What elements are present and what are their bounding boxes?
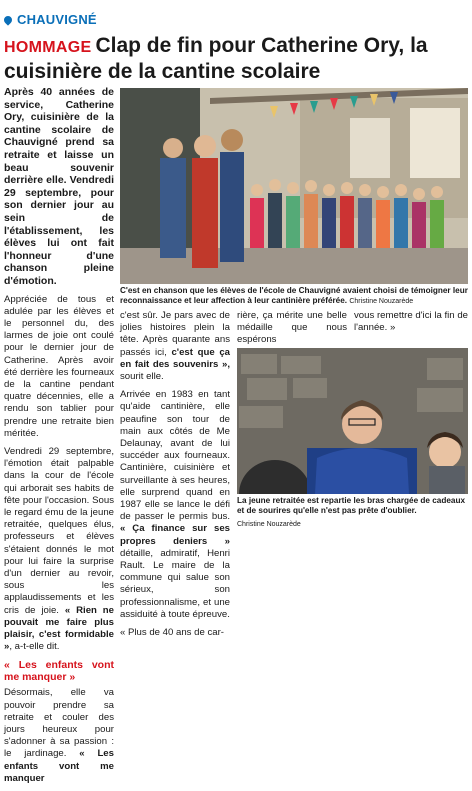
article-column-1 — [4, 86, 114, 791]
article-column-2 — [120, 310, 230, 645]
photo-credit-line — [237, 519, 468, 530]
caption-text: C'est en chanson que les élèves de l'école de Chauvigné avaient choisi de témoigner leur reconnaissance et leur affection à leur cantinière préférée. — [120, 286, 468, 305]
paragraph-text: sourit elle. — [120, 371, 164, 383]
paragraph-text: Appréciée de tous et adulée par les élèves et le personnel du, des larmes de joie ont coulé pour le dernier jour de Catherine. Après avoir été derrière les fourneaux de la cantine pendant quatre décennies, elle a rendu son tablier pour prendre une retraite bien méritée. — [4, 293, 114, 439]
article-column-3 — [237, 310, 347, 353]
paragraph — [354, 310, 468, 334]
kicker: HOMMAGE — [4, 39, 92, 56]
photo-caption — [120, 286, 468, 307]
quote: c'est que ça en fait des souvenirs », — [120, 346, 231, 370]
photo-children-singing-image — [120, 88, 468, 284]
photo-credit: Christine Nouzarède — [349, 298, 414, 305]
photo-retiree — [237, 348, 468, 494]
location-text: CHAUVIGNÉ — [17, 12, 97, 27]
location-label — [4, 12, 97, 27]
headline-text: Clap de fin pour Catherine Ory, la cuisinière de la cantine scolaire — [4, 34, 428, 83]
lead-paragraph: Après 40 années de service, Catherine Ory, cuisinière de la cantine scolaire de Chauvigné prend sa retraite et laisse un beau souvenir derrière elle. Vendredi 29 septembre, pour son dernier jour au sein de l'établissement, les élèves lui ont fait l'honneur d'une chanson pleine d'émotion. — [4, 86, 114, 287]
paragraph-text: Arrivée en 1983 en tant qu'aide cantinière, elle peaufine son tour de main aux côtés de Me Delaunay, avant de lui succéder aux fourneaux. Cantinière, cuisinière et surveillante à ses heures, elle surprend quand en 1987 elle se lance le défi de passer le permis bus. — [120, 389, 230, 523]
photo-credit: Christine Nouzarède — [237, 521, 301, 528]
photo-retiree-image — [237, 348, 468, 494]
paragraph-text: vous remettre d'ici la fin de l'année. » — [354, 310, 468, 334]
article-column-4 — [354, 310, 468, 340]
paragraph — [4, 294, 114, 440]
paragraph — [237, 310, 347, 347]
paragraph — [4, 687, 114, 785]
paragraph-text: , a-t-elle dit. — [9, 641, 60, 653]
quote: « Ça finance sur ses propres deniers » — [120, 523, 230, 547]
paragraph — [4, 446, 114, 653]
paragraph-text: rière, ça mérite une belle médaille que nous espérons — [237, 310, 347, 346]
photo-children-singing — [120, 88, 468, 284]
headline — [4, 34, 468, 84]
paragraph-text: détaille, admiratif, Henri Rault. Le maire de la commune qui salue son sérieux, son professionnalisme, et une assiduité à toute épreuve. — [120, 547, 230, 620]
subhead: « Les enfants vont me manquer » — [4, 659, 114, 684]
paragraph-text: Vendredi 29 septembre, l'émotion était palpable dans la cour de l'école qui arborait ses habits de fête pour l'occasion. Sous le regard ému de la jeune retraitée, quelques élus, professeurs et élèves s'étaient donnés le mot pour lui faire la surprise d'un dernier au revoir, sous les applaudissements et les cris de joie. — [4, 445, 114, 616]
paragraph-text: c'est sûr. Je pars avec de jolies histoires plein la tête. Après quarante ans passés ici, — [120, 310, 230, 358]
paragraph-text: Désormais, elle va pouvoir prendre sa retraite et couler des jours heureux pour s'adonner à sa passion : le jardinage. — [4, 687, 114, 760]
photo-caption — [237, 496, 468, 516]
caption-text: La jeune retraitée est repartie les bras chargée de cadeaux et de sourires qu'elle n'est pas prête d'oublier. — [237, 496, 465, 515]
map-pin-icon — [2, 14, 13, 25]
paragraph — [120, 389, 230, 621]
paragraph-text: « Plus de 40 ans de car- — [120, 627, 224, 639]
quote: « Rien ne pouvait me faire plus plaisir, c'est formidable » — [4, 604, 114, 653]
quote: « Les enfants vont me manquer — [4, 748, 114, 784]
paragraph — [120, 627, 230, 639]
paragraph — [120, 310, 230, 383]
